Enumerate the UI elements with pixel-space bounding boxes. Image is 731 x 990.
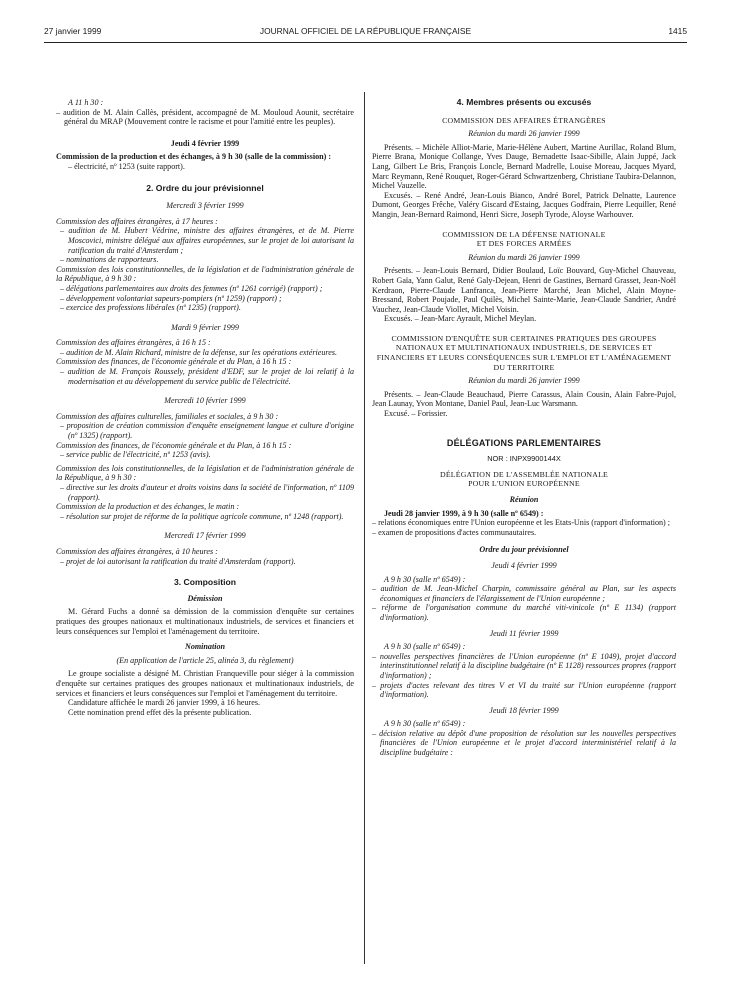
commission-line: Commission des finances, de l'économie générale et du Plan, à 16 h 15 : <box>56 357 292 367</box>
agenda-item: – service public de l'électricité, nº 1253 (avis). <box>60 450 211 460</box>
agenda-item: – nouvelles perspectives financières de l'Union européenne (nº E 1049), projet d'accord interinstitutionnel relatif à la discipline budgétaire (nº E 1128) ressources propres (rapport d'information) ; <box>372 651 676 680</box>
agenda-item: – résolution sur projet de réforme de la politique agricole commune, nº 1248 (rapport). <box>60 511 344 521</box>
left-column <box>56 98 354 717</box>
page-header <box>44 27 687 39</box>
agenda-item: – audition de M. Hubert Védrine, ministre des affaires étrangères, et de M. Pierre Moscovici, ministre délégué aux affaires européennes, sur le projet de loi autorisant la ratification du traité d'Amsterdam ; <box>60 226 354 255</box>
date-heading: Jeudi 11 février 1999 <box>489 628 559 638</box>
subsection-title: Ordre du jour prévisionnel <box>479 545 569 555</box>
right-column <box>372 98 676 758</box>
agenda-item: – relations économiques entre l'Union européenne et les Etats-Unis (rapport d'information) ; <box>372 518 671 528</box>
session-time: A 11 h 30 : <box>68 98 104 107</box>
effect-text: Cette nomination prend effet dès la présente publication. <box>68 707 252 717</box>
header-rule <box>44 42 687 43</box>
excuses-list: Excusés. – René André, Jean-Louis Bianco, André Borel, Patrick Delnatte, Laurence Dumont, Georges Frêche, Valéry Giscard d'Estaing, Jacques Godfrain, Pierre Lequiller, René Mangin, Jean-Bernard Raimond, Henri Sicre, Joseph Tyrode, Aloyse Warhouver. <box>372 190 676 219</box>
reunion-date: Réunion du mardi 26 janvier 1999 <box>468 129 580 139</box>
commission-line: Commission des affaires étrangères, à 16 h 15 : <box>56 338 211 348</box>
agenda-item: – audition de M. Alain Callès, président, accompagné de M. Mouloud Aounit, secrétaire général du MRAP (Mouvement contre le racisme et pour l'amitié entre les peuples). <box>56 107 354 127</box>
meeting-date: Jeudi 28 janvier 1999, à 9 h 30 (salle nº 6549) : <box>384 508 544 518</box>
column-rule <box>364 92 365 964</box>
delegation-name: DÉLÉGATION DE L'ASSEMBLÉE NATIONALE <box>439 469 608 479</box>
agenda-item: – réforme de l'organisation commune du marché viti-vinicole (nº E 1134) (rapport d'information). <box>372 603 676 622</box>
commission-name: ET DES FORCES ARMÉES <box>476 239 572 249</box>
presents-list: Présents. – Jean-Louis Bernard, Didier Boulaud, Loïc Bouvard, Guy-Michel Chauveau, Robert Gaïa, Yann Galut, René Galy-Dejean, Henri de Gastines, Bernard Grasset, Jean-Noël Kerdraon, Pierre-Claude Lanfranca, Jean-Pierre Marché, Jean Michel, Alain Moyne-Bressand, Robert Poujade, Paul Quilès, Michel Sainte-Marie, Jean-Claude Sandrier, André Vauchez, Jean-Claude Viollet, Michel Voisin. <box>372 266 676 314</box>
commission-line: Commission de la production et des échanges, le matin : <box>56 502 240 512</box>
reunion-date: Réunion du mardi 26 janvier 1999 <box>468 252 580 262</box>
delegation-name: POUR L'UNION EUROPÉENNE <box>468 479 580 489</box>
commission-name: COMMISSION DE LA DÉFENSE NATIONALE <box>442 229 606 239</box>
agenda-item: – exercice des professions libérales (nº 1235) (rapport). <box>60 303 241 313</box>
agenda-item: – audition de M. Jean-Michel Charpin, commissaire général au Plan, sur les aspects économiques et financiers de l'élargissement de l'Union européenne ; <box>372 584 676 603</box>
agenda-item: – délégations parlementaires aux droits des femmes (nº 1261 corrigé) (rapport) ; <box>60 283 323 293</box>
session-time: A 9 h 30 (salle nº 6549) : <box>384 574 466 584</box>
commission-line: Commission des affaires étrangères, à 17 heures : <box>56 216 218 226</box>
nor-reference: NOR : INPX9900144X <box>487 454 561 464</box>
date-heading: Jeudi 18 février 1999 <box>489 705 559 715</box>
subsection-title: Nomination <box>184 642 226 652</box>
section-title: 2. Ordre du jour prévisionnel <box>146 182 264 193</box>
day-heading: Jeudi 4 février 1999 <box>170 138 240 148</box>
commission-line: Commission des lois constitutionnelles, de la législation et de l'administration générale de la République, à 9 h 30 : <box>56 463 354 483</box>
date-heading: Mercredi 17 février 1999 <box>164 531 246 541</box>
agenda-item: – nominations de rapporteurs. <box>60 255 159 265</box>
agenda-item: – proposition de création commission d'enquête enseignement langue et culture d'origine (nº 1325) (rapport). <box>60 421 354 441</box>
commission-name: COMMISSION DES AFFAIRES ÉTRANGÈRES <box>442 115 606 125</box>
header-journal-title: JOURNAL OFFICIEL DE LA RÉPUBLIQUE FRANÇAISE <box>259 26 472 36</box>
commission-line: Commission de la production et des échanges, à 9 h 30 (salle de la commission) : <box>56 152 332 162</box>
commission-line: Commission des affaires culturelles, familiales et sociales, à 9 h 30 : <box>56 411 279 421</box>
commission-name: COMMISSION D'ENQUÊTE SUR CERTAINES PRATIQUES DES GROUPES NATIONAUX ET MULTINATIONAUX INDUSTRIELS, DE SERVICES ET FINANCIERS ET LEURS CONSÉQUENCES SUR L'EMPLOI ET L'AMÉNAGEMENT DU TERRITOIRE <box>376 333 672 372</box>
agenda-item: – audition de M. Alain Richard, ministre de la défense, sur les opérations extérieures. <box>60 347 338 357</box>
commission-line: Commission des lois constitutionnelles, de la législation et de l'administration générale de la République, à 9 h 30 : <box>56 264 354 284</box>
commission-line: Commission des finances, de l'économie générale et du Plan, à 16 h 15 : <box>56 440 292 450</box>
agenda-item: – examen de propositions d'actes communautaires. <box>372 527 537 537</box>
excuses-list: Excusé. – Forissier. <box>384 409 448 419</box>
agenda-item: – audition de M. François Roussely, président d'EDF, sur le projet de loi relatif à la modernisation et au développement du service public de l'électricité. <box>60 367 354 386</box>
section-title: 3. Composition <box>173 577 237 588</box>
date-heading: Jeudi 4 février 1999 <box>491 560 557 570</box>
nomination-text: Le groupe socialiste a désigné M. Christian Franqueville pour siéger à la commission d'enquête sur certaines pratiques des groupes nationaux et multinationaux industriels, de services et financiers et leurs conséquences sur l'emploi et l'aménagement du territoire. <box>56 669 354 698</box>
header-date: 27 janvier 1999 <box>44 26 102 36</box>
agenda-item: – électricité, nº 1253 (suite rapport). <box>68 161 185 171</box>
session-time: A 9 h 30 (salle nº 6549) : <box>384 642 466 652</box>
subsection-title: Réunion <box>509 495 539 504</box>
agenda-item: – projet de loi autorisant la ratification du traité d'Amsterdam (rapport). <box>60 556 296 566</box>
date-heading: Mercredi 3 février 1999 <box>166 201 244 211</box>
header-page-number: 1415 <box>668 26 687 36</box>
section-title: 4. Membres présents ou excusés <box>456 97 592 107</box>
date-heading: Mercredi 10 février 1999 <box>164 396 246 406</box>
agenda-item: – décision relative au dépôt d'une proposition de résolution sur les nouvelles perspectives financières de l'Union européenne et le projet d'accord interministériel relatif à la discipline budgétaire : <box>372 728 676 758</box>
agenda-item: – projets d'actes relevant des titres V et VI du traité sur l'Union européenne (rapport d'information). <box>372 680 676 700</box>
excuses-list: Excusés. – Jean-Marc Ayrault, Michel Meylan. <box>384 314 537 324</box>
date-heading: Mardi 9 février 1999 <box>171 322 239 332</box>
subsection-title: Démission <box>187 593 223 603</box>
nomination-reference: (En application de l'article 25, alinéa 3, du règlement) <box>116 655 294 665</box>
presents-list: Présents. – Michèle Alliot-Marie, Marie-Hélène Aubert, Martine Aurillac, Roland Blum, Pierre Brana, Monique Collange, Yves Dauge, Bernadette Isaac-Sibille, Alain Juppé, Jack Lang, Gilbert Le Bris, François Loncle, Bernard Madrelle, Louise Moreau, Jacques Myard, Marc Reymann, René Rouquet, Roger-Gérard Schwartzenberg, Christiane Taubira-Delannon, Michel Vauzelle. <box>372 142 676 191</box>
reunion-date: Réunion du mardi 26 janvier 1999 <box>468 376 580 386</box>
agenda-item: – directive sur les droits d'auteur et droits voisins dans la société de l'information, nº 1109 (rapport). <box>60 483 354 502</box>
presents-list: Présents. – Jean-Claude Beauchaud, Pierre Carassus, Alain Cousin, Alain Fabre-Pujol, Jean Launay, Yvon Montane, Daniel Paul, Jean-Luc Warsmann. <box>372 389 676 409</box>
session-time: A 9 h 30 (salle nº 6549) : <box>384 719 466 729</box>
demission-text: M. Gérard Fuchs a donné sa démission de la commission d'enquête sur certaines pratiques des groupes nationaux et multinationaux industriels, de services et financiers et leurs conséquences sur l'emploi et l'aménagement du territoire. <box>56 607 354 636</box>
candidature-text: Candidature affichée le mardi 26 janvier 1999, à 16 heures. <box>68 698 261 708</box>
commission-line: Commission des affaires étrangères, à 10 heures : <box>56 546 218 556</box>
agenda-item: – développement volontariat sapeurs-pompiers (nº 1259) (rapport) ; <box>60 293 282 303</box>
delegations-title: DÉLÉGATIONS PARLEMENTAIRES <box>446 437 602 448</box>
